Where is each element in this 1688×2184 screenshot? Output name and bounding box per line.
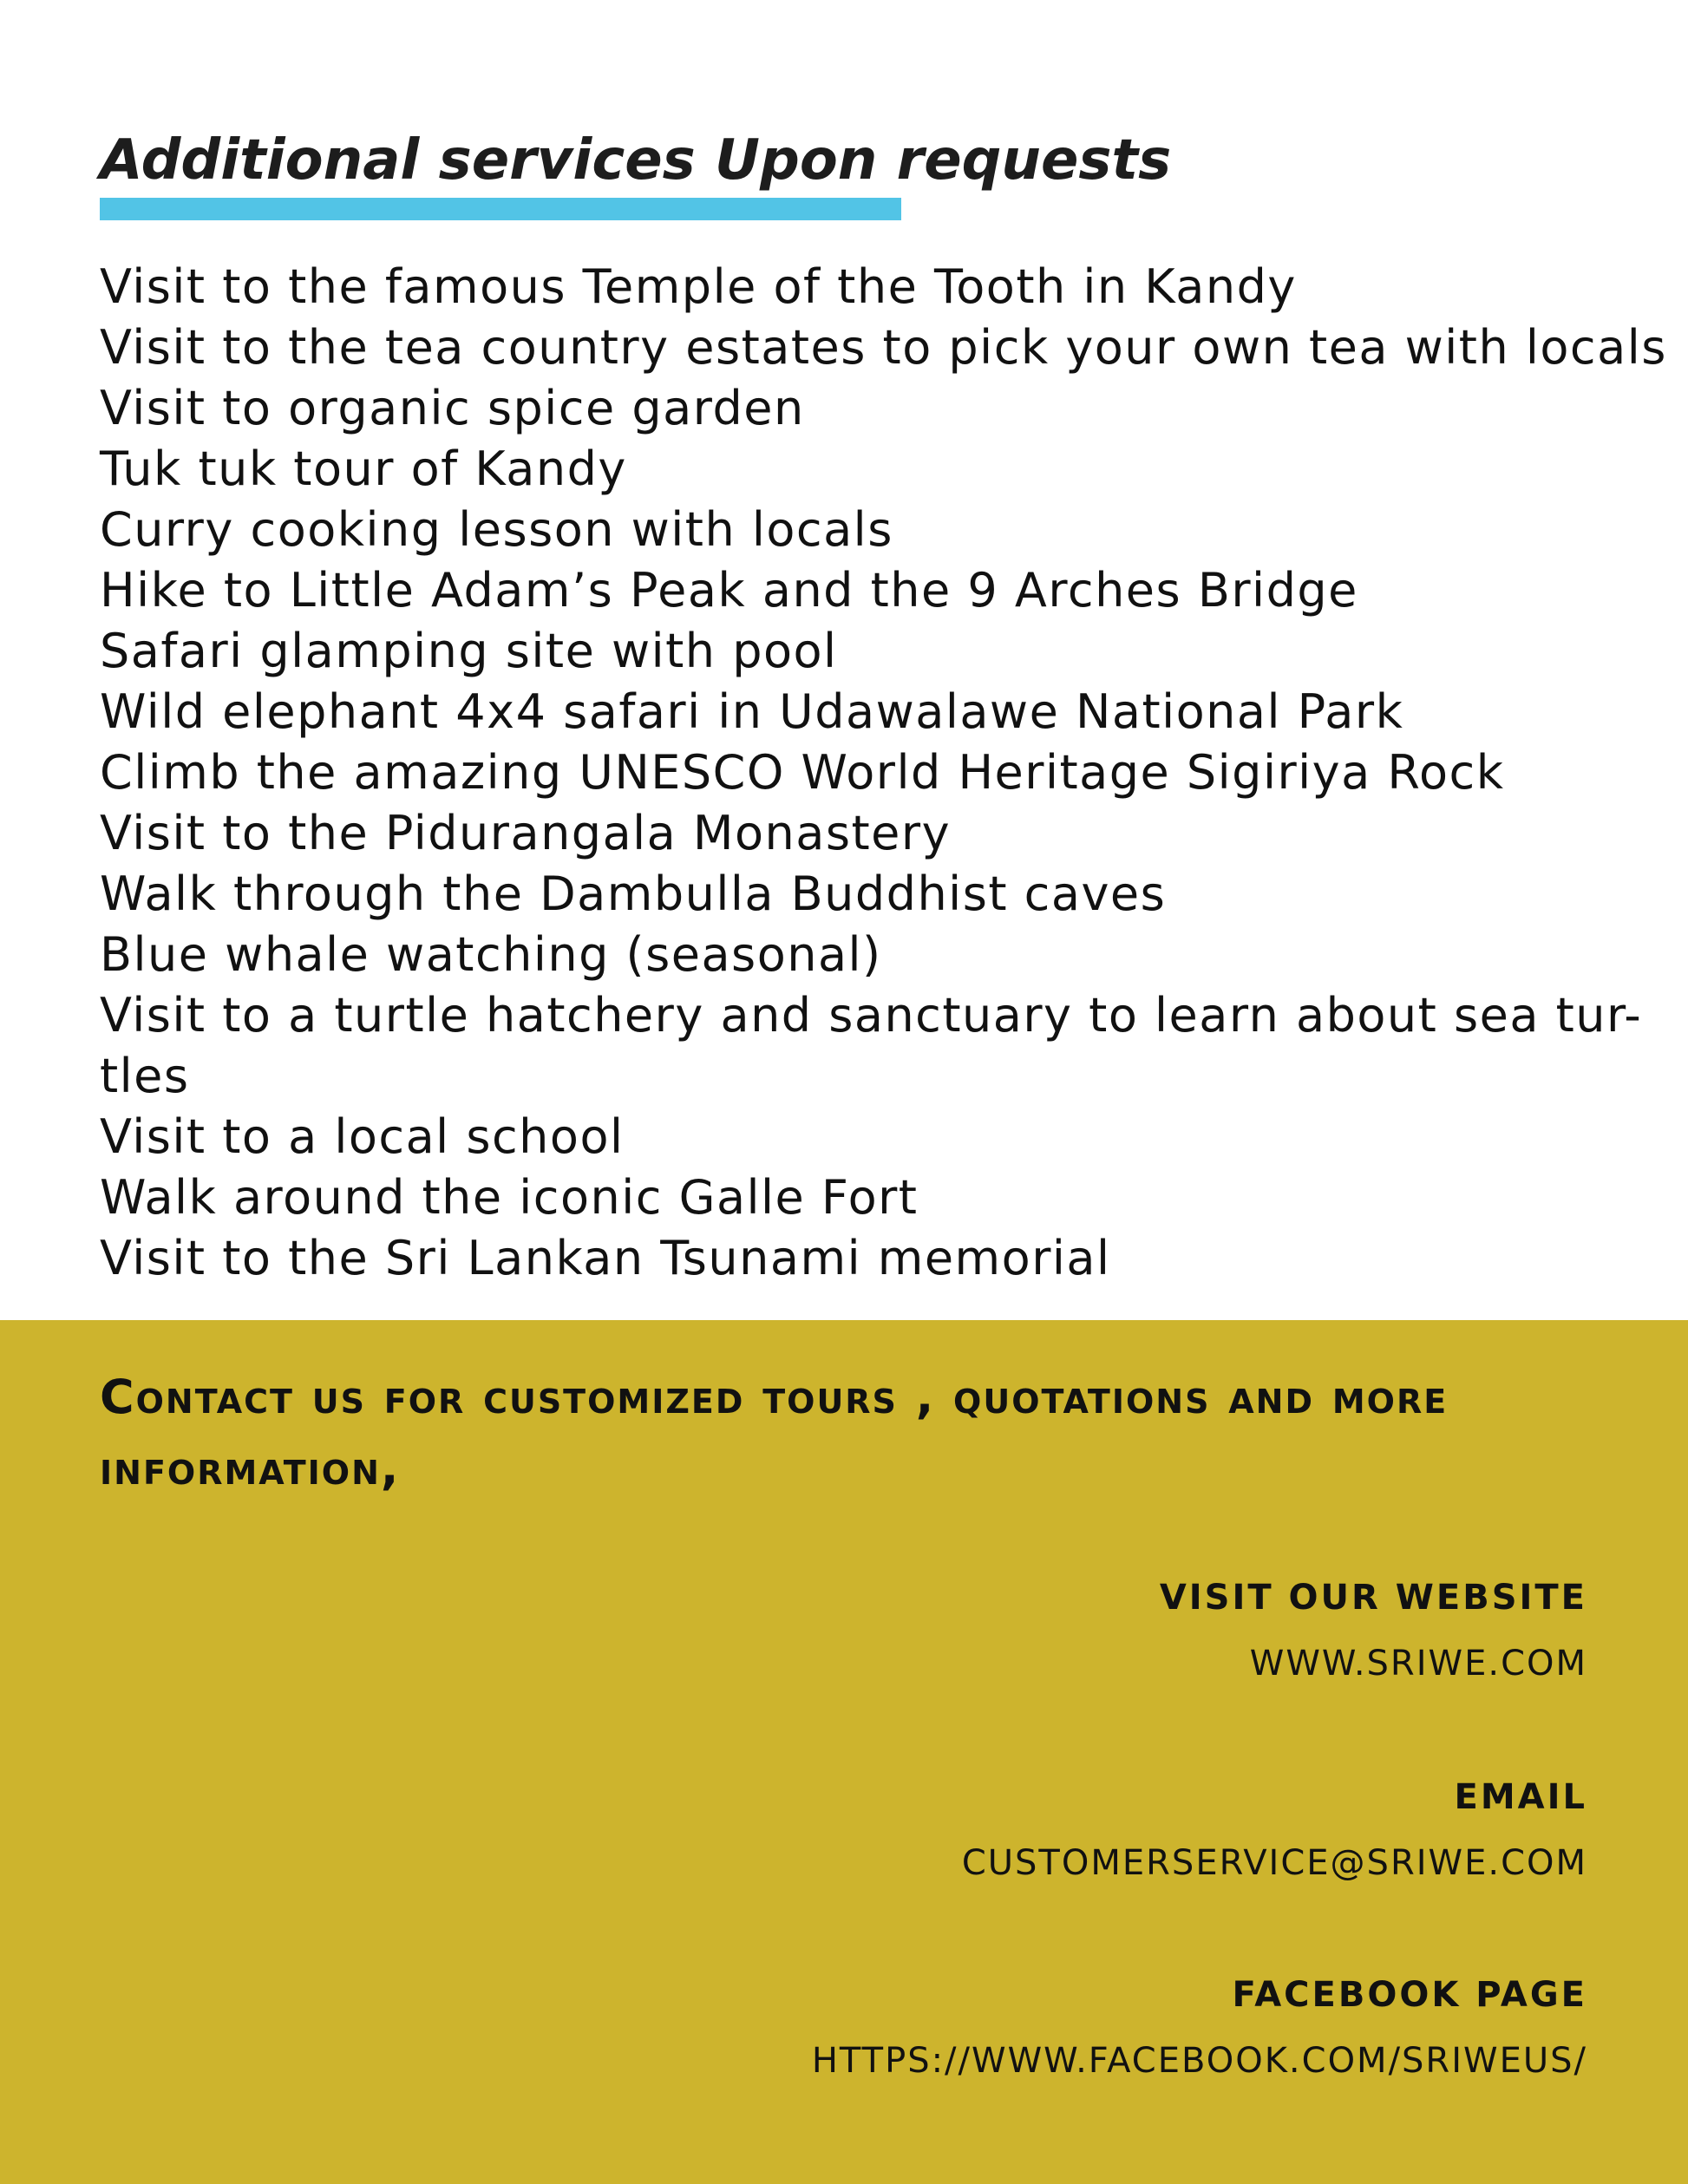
service-item: Tuk tuk tour of Kandy [100,441,627,496]
services-heading: Additional services Upon requests [100,128,1172,193]
service-item: Visit to a turtle hatchery and sanctuary to learn about sea tur- [100,988,1643,1043]
service-item: Walk through the Dambulla Buddhist caves [100,866,1167,921]
service-item: Curry cooking lesson with locals [100,502,893,557]
heading-underline [100,198,901,220]
service-item: Visit to the Sri Lankan Tsunami memorial [100,1231,1111,1285]
service-item: Visit to the tea country estates to pick your own tea with locals [100,320,1667,375]
facebook-link[interactable]: HTTPS://WWW.FACEBOOK.COM/SRIWEUS/ [811,2041,1587,2081]
email-link[interactable]: CUSTOMERSERVICE@SRIWE.COM [961,1843,1587,1883]
service-item: Visit to a local school [100,1109,625,1164]
service-item: Visit to the Pidurangala Monastery [100,806,952,860]
service-item: Walk around the iconic Galle Fort [100,1170,919,1225]
facebook-block [812,1971,1587,2085]
service-item: Safari glamping site with pool [100,624,838,678]
website-link[interactable]: WWW.SRIWE.COM [1249,1644,1587,1684]
service-item: Climb the amazing UNESCO World Heritage Sigiriya Rock [100,745,1505,800]
service-item: Visit to the famous Temple of the Tooth in Kandy [100,259,1297,314]
website-block [1160,1573,1587,1688]
email-label: EMAIL [1454,1777,1587,1817]
facebook-label: FACEBOOK PAGE [1232,1975,1587,2015]
contact-section [0,1320,1688,2184]
services-list [100,257,1667,1289]
service-item: Visit to organic spice garden [100,381,805,435]
website-label: VISIT OUR WEBSITE [1159,1578,1587,1618]
contact-intro: Contact us for customized tours , quotations and more information, [100,1370,1449,1495]
email-block [962,1773,1587,1887]
service-item: Blue whale watching (seasonal) [100,927,882,982]
service-item: tles [100,1049,190,1103]
service-item: Hike to Little Adam’s Peak and the 9 Arches Bridge [100,563,1358,618]
service-item: Wild elephant 4x4 safari in Udawalawe National Park [100,684,1404,739]
